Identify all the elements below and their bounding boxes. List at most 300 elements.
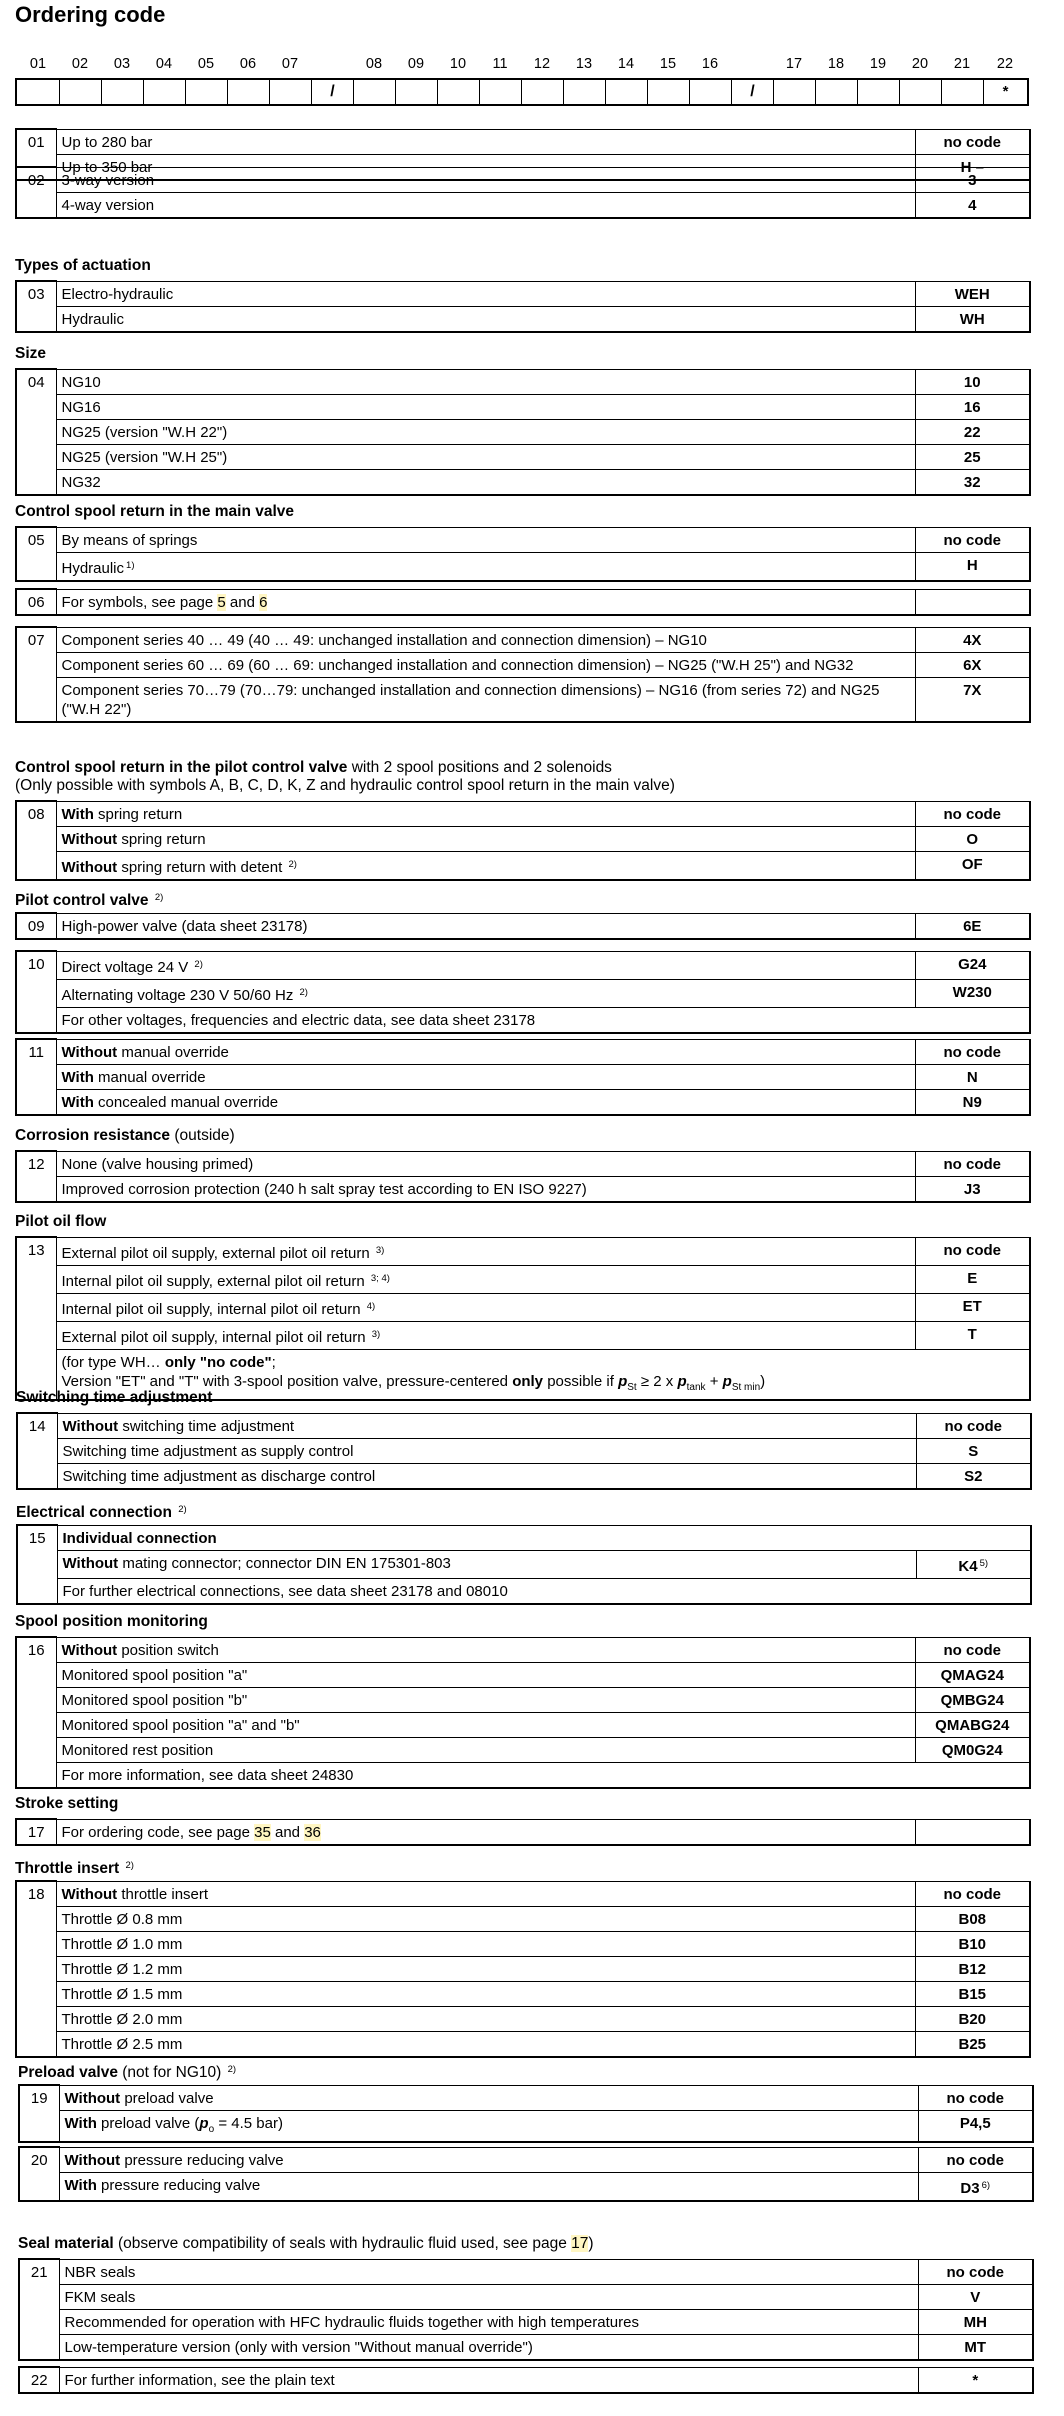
option-code-value: MT — [964, 2338, 987, 2356]
option-text: NG25 (version "W.H 22") — [61, 423, 228, 441]
table-row — [16, 2006, 1030, 2031]
table-row — [16, 394, 1030, 419]
section-heading — [18, 2234, 594, 2254]
page-link[interactable]: 6 — [259, 593, 268, 611]
position-header-label: 17 — [785, 56, 803, 72]
option-text: Hydraulic — [61, 559, 125, 577]
table-row — [16, 951, 1030, 979]
option-table-05 — [15, 526, 1031, 582]
option-description — [59, 2309, 918, 2334]
option-text: Alternating voltage 230 V 50/60 Hz — [61, 986, 298, 1004]
table-row — [17, 1550, 1031, 1578]
table-row — [16, 1176, 1030, 1202]
table-row — [19, 2367, 1033, 2393]
section-heading — [15, 344, 46, 364]
position-header-label: 09 — [407, 56, 425, 72]
table-row — [16, 306, 1030, 332]
option-description — [59, 2147, 918, 2172]
position-header-label: 16 — [701, 56, 719, 72]
ordering-code-bar — [15, 78, 1029, 106]
option-keyword: With — [64, 2114, 97, 2132]
option-code — [915, 851, 1030, 880]
option-code-value: 10 — [963, 373, 981, 391]
option-code — [918, 2147, 1033, 2172]
position-header-label: 19 — [869, 56, 887, 72]
position-header-label: 20 — [911, 56, 929, 72]
option-keyword: With — [61, 1093, 94, 1111]
option-code — [915, 801, 1030, 826]
position-number: 07 — [16, 627, 56, 722]
option-code-value: 6E — [963, 917, 982, 935]
pressure-subscript: tank — [686, 1381, 706, 1393]
option-code-value: QMBG24 — [940, 1691, 1004, 1709]
table-row — [16, 1881, 1030, 1906]
page-link[interactable]: 17 — [571, 2235, 589, 2252]
position-header-label: 18 — [827, 56, 845, 72]
option-code — [915, 589, 1030, 615]
option-keyword: With — [64, 2176, 97, 2194]
option-description — [56, 444, 915, 469]
table-note: For other voltages, frequencies and electric data, see data sheet 23178 — [56, 1007, 1030, 1033]
position-number: 18 — [16, 1881, 56, 2057]
position-number: 19 — [19, 2085, 59, 2142]
option-table-21 — [18, 2258, 1034, 2361]
option-code — [915, 469, 1030, 495]
option-code-value: QM0G24 — [941, 1741, 1003, 1759]
option-code-value: no code — [946, 2089, 1004, 2107]
option-keyword: Without — [61, 830, 118, 848]
option-text: concealed manual override — [93, 1093, 279, 1111]
heading-note: with 2 spool positions and 2 solenoids — [347, 759, 612, 776]
table-row — [16, 2031, 1030, 2057]
option-text: Switching time adjustment as supply control — [62, 1442, 354, 1460]
option-table-09 — [15, 912, 1031, 940]
footnote-ref: 2) — [154, 892, 164, 903]
option-code — [915, 419, 1030, 444]
option-code-value: B25 — [958, 2035, 987, 2053]
option-text: pressure reducing valve — [96, 2176, 261, 2194]
option-code — [915, 444, 1030, 469]
heading-bold: Types of actuation — [15, 257, 151, 274]
option-text: NG25 (version "W.H 25") — [61, 448, 228, 466]
option-code-value: no code — [943, 531, 1001, 549]
option-code-value: S2 — [964, 1467, 983, 1485]
option-description — [56, 1293, 915, 1321]
option-description — [56, 652, 915, 677]
option-description — [56, 306, 915, 332]
table-row — [16, 469, 1030, 495]
option-text: Direct voltage 24 V — [61, 958, 193, 976]
table-row — [19, 2334, 1033, 2360]
option-table-07 — [15, 626, 1031, 723]
heading-bold: Control spool return in the pilot control valve — [15, 759, 348, 776]
heading-note — [172, 1504, 176, 1521]
option-text: preload valve — [120, 2089, 214, 2107]
option-text: Throttle Ø 1.2 mm — [61, 1960, 183, 1978]
option-code — [916, 1438, 1031, 1463]
option-table-03 — [15, 280, 1031, 333]
option-code-value: no code — [943, 805, 1001, 823]
option-code-value: B10 — [958, 1935, 987, 1953]
option-code-value: 25 — [963, 448, 981, 466]
option-text: High-power valve (data sheet 23178) — [61, 917, 308, 935]
position-header-label: 06 — [239, 56, 257, 72]
option-code-value: no code — [943, 1241, 1001, 1259]
code-position-cell: * — [983, 80, 1027, 104]
option-description — [56, 677, 915, 722]
heading-note: (outside) — [170, 1127, 235, 1144]
option-code — [915, 826, 1030, 851]
option-code-value: 4X — [963, 631, 982, 649]
option-code — [915, 1737, 1030, 1762]
option-code — [915, 1064, 1030, 1089]
option-code — [915, 369, 1030, 394]
option-code-value: G24 — [958, 955, 987, 973]
option-description — [56, 1712, 915, 1737]
table-row — [19, 2284, 1033, 2309]
table-row — [16, 1956, 1030, 1981]
table-row — [16, 1089, 1030, 1115]
option-table-13 — [15, 1236, 1031, 1401]
option-keyword: Without — [62, 1554, 119, 1572]
option-code — [915, 167, 1030, 192]
position-header-label: 08 — [365, 56, 383, 72]
option-code — [915, 1712, 1030, 1737]
option-code — [918, 2172, 1033, 2201]
position-header-label: 03 — [113, 56, 131, 72]
section-heading — [15, 888, 163, 911]
footnote-ref: 3) — [375, 1244, 385, 1256]
footnote-ref: 2) — [194, 958, 203, 970]
pressure-subscript: St — [627, 1381, 637, 1393]
footnote-ref: 2) — [288, 858, 297, 870]
code-position-cell — [647, 80, 689, 104]
note-bold: only "no code" — [164, 1353, 272, 1371]
option-code-value: B12 — [958, 1960, 987, 1978]
option-text: throttle insert — [117, 1885, 209, 1903]
option-text: Monitored spool position "a" — [61, 1666, 248, 1684]
option-description — [56, 1089, 915, 1115]
option-description — [56, 589, 915, 615]
position-number: 04 — [16, 369, 56, 495]
table-note: For further electrical connections, see data sheet 23178 and 08010 — [57, 1578, 1031, 1604]
option-code-value: no code — [943, 1641, 1001, 1659]
option-code-value: K4 — [958, 1557, 978, 1575]
option-text: Throttle Ø 2.0 mm — [61, 2010, 183, 2028]
option-description — [59, 2367, 918, 2393]
table-row — [16, 652, 1030, 677]
code-position-cell — [269, 80, 311, 104]
option-code-value: no code — [944, 1417, 1002, 1435]
option-table-15 — [16, 1524, 1032, 1605]
code-position-cell — [17, 80, 59, 104]
option-code-value: MH — [963, 2313, 987, 2331]
position-number: 09 — [16, 913, 56, 939]
table-row — [16, 444, 1030, 469]
option-description — [56, 1151, 915, 1176]
section-heading — [15, 1126, 235, 1146]
position-number: 17 — [16, 1819, 56, 1845]
position-header-label: 15 — [659, 56, 677, 72]
option-description — [56, 2006, 915, 2031]
option-keyword: Without — [64, 2089, 121, 2107]
option-description — [56, 1687, 915, 1712]
table-row — [19, 2259, 1033, 2284]
option-description — [59, 2085, 918, 2110]
heading-bold: Stroke setting — [15, 1795, 119, 1812]
option-description — [56, 1176, 915, 1202]
table-row — [16, 1712, 1030, 1737]
option-code-value: no code — [946, 2263, 1004, 2281]
option-text: Up to 350 bar — [61, 158, 153, 176]
option-code-value: B20 — [958, 2010, 987, 2028]
pressure-symbol: p — [618, 1372, 628, 1390]
footnote-ref: 2) — [125, 1860, 134, 1871]
option-code — [918, 2367, 1033, 2393]
option-text: switching time adjustment — [118, 1417, 295, 1435]
option-description — [56, 627, 915, 652]
position-number: 10 — [16, 951, 56, 1033]
option-text: Monitored spool position "b" — [61, 1691, 248, 1709]
option-table-17 — [15, 1818, 1031, 1846]
position-header-label: 11 — [492, 56, 508, 72]
option-code-value: WEH — [954, 285, 990, 303]
option-description — [56, 1064, 915, 1089]
table-row — [16, 192, 1030, 218]
option-code-value: N9 — [962, 1093, 982, 1111]
position-number: 16 — [16, 1637, 56, 1788]
option-code — [918, 2284, 1033, 2309]
table-row — [16, 1237, 1030, 1265]
option-keyword: Without — [64, 2151, 121, 2169]
note-text: possible if — [543, 1372, 619, 1390]
option-keyword: Without — [61, 1043, 118, 1061]
option-code — [915, 1151, 1030, 1176]
heading-bold: Seal material — [18, 2235, 114, 2252]
option-description — [56, 1662, 915, 1687]
option-text: By means of springs — [61, 531, 198, 549]
table-row — [17, 1438, 1031, 1463]
code-position-cell — [605, 80, 647, 104]
option-text: Improved corrosion protection (240 h salt spray test according to EN ISO 9227) — [61, 1180, 587, 1198]
option-code — [915, 1981, 1030, 2006]
section-heading — [15, 1212, 106, 1232]
code-position-cell — [941, 80, 983, 104]
heading-note — [149, 892, 153, 909]
table-row — [16, 1321, 1030, 1349]
option-code-value: WH — [959, 310, 985, 328]
option-description — [56, 469, 915, 495]
position-header-label: 04 — [155, 56, 173, 72]
option-description — [59, 2172, 918, 2201]
table-row — [16, 677, 1030, 722]
option-description — [56, 1819, 915, 1845]
heading-bold: Pilot control valve — [15, 892, 149, 909]
option-text: NG16 — [61, 398, 101, 416]
option-code — [915, 652, 1030, 677]
option-description — [56, 167, 915, 192]
table-row — [17, 1463, 1031, 1489]
position-number: 14 — [17, 1413, 57, 1489]
option-description — [56, 1737, 915, 1762]
code-separator-slash: / — [731, 80, 773, 104]
position-number: 22 — [19, 2367, 59, 2393]
table-row — [16, 1293, 1030, 1321]
option-table-14 — [16, 1412, 1032, 1490]
table-row — [16, 167, 1030, 192]
code-position-cell — [815, 80, 857, 104]
heading-bold: Preload valve — [18, 2064, 118, 2081]
option-description — [57, 1463, 916, 1489]
option-text: = 4.5 bar) — [214, 2114, 283, 2132]
option-text: For ordering code, see page — [61, 1823, 255, 1841]
position-number: 06 — [16, 589, 56, 615]
option-code — [916, 1550, 1031, 1578]
option-code — [918, 2309, 1033, 2334]
code-position-cell — [395, 80, 437, 104]
table-row — [16, 1687, 1030, 1712]
option-code — [915, 1906, 1030, 1931]
option-code — [915, 1662, 1030, 1687]
option-code-value: * — [972, 2371, 979, 2389]
option-code-value: N — [966, 1068, 978, 1086]
footnote-ref: 2) — [227, 2064, 237, 2075]
option-code-value: D3 — [960, 2179, 980, 2197]
note-text: Version "ET" and "T" with 3-spool position valve, pressure-centered — [61, 1372, 513, 1390]
heading-bold: Spool position monitoring — [15, 1613, 208, 1630]
option-text: Low-temperature version (only with version "Without manual override") — [64, 2338, 533, 2356]
footnote-ref: 1) — [126, 559, 135, 571]
position-header-label: 14 — [617, 56, 635, 72]
section-heading — [15, 776, 675, 796]
table-row — [16, 129, 1030, 154]
option-description — [56, 1237, 915, 1265]
option-keyword: Without — [62, 1417, 119, 1435]
table-row — [17, 1578, 1031, 1604]
option-code-value: no code — [943, 1885, 1001, 1903]
option-code — [915, 129, 1030, 154]
table-row — [17, 1525, 1031, 1550]
table-row — [16, 1662, 1030, 1687]
table-row — [16, 419, 1030, 444]
heading-note: (observe compatibility of seals with hydraulic fluid used, see page — [113, 2235, 572, 2252]
option-text: Electro-hydraulic — [61, 285, 174, 303]
option-code-value: H – — [960, 158, 984, 176]
heading-bold: Throttle insert — [15, 1860, 120, 1877]
option-description — [56, 129, 915, 154]
option-code — [915, 1293, 1030, 1321]
table-row — [16, 1064, 1030, 1089]
row-heading: Individual connection — [57, 1525, 1031, 1550]
option-description — [56, 1931, 915, 1956]
option-description — [56, 1881, 915, 1906]
option-code-value: 4 — [968, 196, 977, 214]
heading-bold: Pilot oil flow — [15, 1213, 107, 1230]
option-description — [59, 2334, 918, 2360]
table-row — [17, 1413, 1031, 1438]
note-text: + — [705, 1372, 723, 1390]
option-code-value: O — [966, 830, 979, 848]
code-position-cell — [563, 80, 605, 104]
section-heading — [15, 256, 151, 276]
option-text: For further information, see the plain text — [64, 2371, 335, 2389]
option-code — [915, 1237, 1030, 1265]
section-heading — [15, 1612, 208, 1632]
code-position-cell — [689, 80, 731, 104]
option-code — [915, 1039, 1030, 1064]
option-code-value: 7X — [963, 681, 982, 699]
option-code-value: P4,5 — [959, 2114, 991, 2132]
code-position-cell — [143, 80, 185, 104]
section-heading — [16, 1388, 212, 1408]
option-description — [56, 394, 915, 419]
option-text: spring return — [117, 830, 206, 848]
heading-note: ) — [588, 2235, 594, 2252]
option-code-value: E — [967, 1269, 978, 1287]
option-description — [59, 2110, 918, 2142]
position-number: 21 — [19, 2259, 59, 2360]
option-text: NBR seals — [64, 2263, 136, 2281]
option-code — [915, 394, 1030, 419]
option-code-value: no code — [946, 2151, 1004, 2169]
heading-note: (not for NG10) — [117, 2064, 226, 2081]
option-table-18 — [15, 1880, 1031, 2058]
option-code — [915, 1321, 1030, 1349]
option-text: Hydraulic — [61, 310, 125, 328]
table-row — [19, 2085, 1033, 2110]
option-table-08 — [15, 800, 1031, 881]
position-number: 01 — [16, 129, 56, 180]
option-code-value: 22 — [963, 423, 981, 441]
pressure-subscript: St min — [731, 1381, 761, 1393]
table-row — [16, 1151, 1030, 1176]
option-code — [915, 677, 1030, 722]
code-position-cell — [773, 80, 815, 104]
option-code-value: T — [967, 1325, 977, 1343]
option-description — [59, 2259, 918, 2284]
table-row — [16, 1981, 1030, 2006]
table-row — [16, 1931, 1030, 1956]
section-heading — [16, 1500, 187, 1523]
option-table-12 — [15, 1150, 1031, 1203]
table-row — [16, 851, 1030, 880]
page-link[interactable]: 36 — [304, 1823, 321, 1841]
option-code-value: W230 — [952, 983, 992, 1001]
option-code — [915, 1637, 1030, 1662]
option-description — [56, 1906, 915, 1931]
heading-note: (Only possible with symbols A, B, C, D, K, Z and hydraulic control spool return in the main valve) — [15, 777, 675, 794]
option-code — [915, 192, 1030, 218]
option-code — [918, 2334, 1033, 2360]
option-description — [56, 913, 915, 939]
page-link[interactable]: 35 — [254, 1823, 271, 1841]
option-text: For symbols, see page — [61, 593, 218, 611]
table-row — [16, 1762, 1030, 1788]
option-text: None (valve housing primed) — [61, 1155, 254, 1173]
option-text: Throttle Ø 1.5 mm — [61, 1985, 183, 2003]
option-description — [56, 527, 915, 552]
section-heading — [15, 502, 294, 522]
option-code — [915, 2031, 1030, 2057]
page-link[interactable]: 5 — [217, 593, 226, 611]
pressure-subscript: o — [208, 2123, 215, 2135]
table-row — [16, 1007, 1030, 1033]
option-text: NG32 — [61, 473, 101, 491]
table-row — [16, 1637, 1030, 1662]
option-description — [59, 2284, 918, 2309]
code-position-cell — [185, 80, 227, 104]
option-text: External pilot oil supply, external pilot oil return — [61, 1244, 374, 1262]
